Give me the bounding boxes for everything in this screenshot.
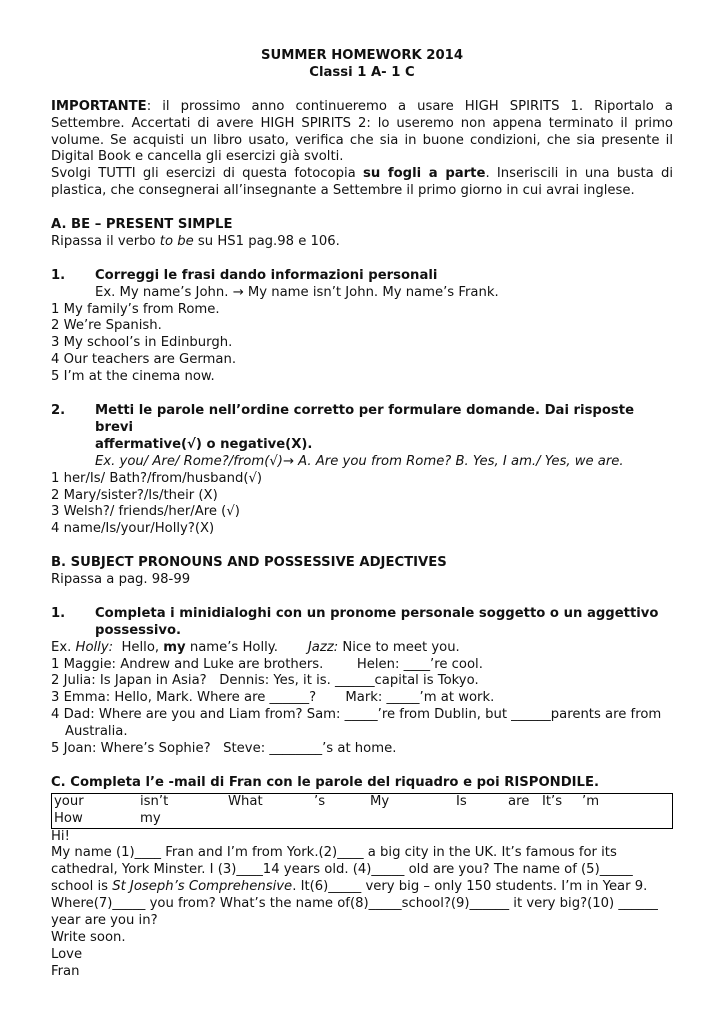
list-item: 4 Dad: Where are you and Liam from? Sam: _____’re from Dublin, but ______parents are from Australia. (51, 707, 662, 740)
email-signature: Fran (51, 963, 80, 979)
word-box-item: ’m (582, 793, 600, 809)
section-c-heading: C. Completa l’e -mail di Fran con le parole del riquadro e poi RISPONDILE. (51, 774, 599, 790)
list-item: 2 We’re Spanish. (51, 318, 162, 334)
list-item: 4 Our teachers are German. (51, 352, 237, 368)
dialogue-answer: my (163, 639, 186, 655)
page-title: SUMMER HOMEWORK 2014 (260, 48, 463, 63)
dialogue-text: name’s Holly. (185, 639, 278, 655)
word-box-item: your (54, 793, 84, 809)
section-b-review: Ripassa a pag. 98-99 (51, 572, 191, 588)
word-box-item: What (228, 793, 263, 809)
word-box-item: isn’t (140, 793, 169, 809)
word-box-item: It’s (542, 793, 563, 809)
exercise-title: Metti le parole nell’ordine corretto per formulare domande. Dai risposte brevi (95, 402, 635, 435)
word-box-item: my (140, 810, 161, 826)
list-item: 1 My family’s from Rome. (51, 301, 220, 317)
list-item: 1 Maggie: Andrew and Luke are brothers. Helen: ____’re cool. (51, 656, 483, 672)
exercise-title: Correggi le frasi dando informazioni personali (95, 267, 438, 283)
important-label: IMPORTANTE (51, 98, 147, 114)
dialogue-example (51, 640, 673, 657)
exercise-a2-heading (51, 403, 673, 437)
exercise-a2-example: Ex. you/ Are/ Rome?/from(√)→ A. Are you from Rome? B. Yes, I am./ Yes, we are. (95, 453, 624, 469)
list-item: 4 name/Is/your/Holly?(X) (51, 521, 215, 537)
important-text: : il prossimo anno continueremo a usare HIGH SPIRITS 1. Riportalo a Settembre. Accertati di avere HIGH SPIRITS 2: lo useremo non appena terminato il primo volume. Se acquisti un libro usato, verifica che sia in buone condizioni, che sia presente il Digital Book e cancella gli esercizi già svolti. (51, 98, 673, 165)
list-item: 3 Welsh?/ friends/her/Are (√) (51, 504, 240, 520)
review-text-b: su HS1 pag.98 e 106. (193, 233, 340, 249)
list-item: 5 I’m at the cinema now. (51, 369, 215, 385)
list-item: 5 Joan: Where’s Sophie? Steve: ________’s at home. (51, 741, 397, 757)
word-box (51, 793, 673, 829)
instructions-text-b: . Inseriscili in una busta di plastica, che consegnerai all’insegnante a Settembre il primo giorno in cui avrai inglese. (51, 166, 674, 199)
email-text-b: . It(6)_____ very big – only 150 students. I’m in Year 9. Where(7)_____ you from? What’s the name of(8)_____school?(9)______ it very big?(10) ______ year are you in? (51, 879, 658, 929)
list-item: 2 Julia: Is Japan in Asia? Dennis: Yes, it is. ______capital is Tokyo. (51, 673, 479, 689)
exercise-number: 1. (51, 605, 66, 621)
instructions-text-a: Svolgi TUTTI gli esercizi di questa fotocopia (51, 166, 363, 182)
class-subtitle: Classi 1 A- 1 C (309, 64, 415, 80)
dialogue-text: Hello, (113, 639, 164, 655)
exercise-title-line2: affermative(√) o negative(X). (95, 436, 313, 452)
section-a-heading: A. BE – PRESENT SIMPLE (51, 217, 233, 233)
exercise-title-line2: possessivo. (95, 622, 182, 638)
school-name: St Joseph’s Comprehensive (112, 879, 293, 895)
email-body (51, 845, 673, 930)
list-item: 3 Emma: Hello, Mark. Where are ______? Mark: _____’m at work. (51, 690, 495, 706)
email-text-a: My name (1)____ Fran and I’m from York.(2)____ a big city in the UK. It’s famous for its cathedral, York Minster. I (3)____14 years old. (4)_____ old are you? The name of (5)_____ school is (51, 845, 633, 895)
list-item: 2 Mary/sister?/Is/their (X) (51, 487, 218, 503)
word-box-item: ’s (314, 793, 326, 809)
email-closing: Love (51, 946, 83, 962)
list-item: 1 her/Is/ Bath?/from/husband(√) (51, 470, 263, 486)
word-box-item: How (54, 810, 83, 826)
review-italic: to be (159, 233, 194, 249)
worksheet (51, 48, 673, 981)
exercise-number: 2. (51, 402, 66, 418)
exercise-title: Completa i minidialoghi con un pronome personale soggetto o un aggettivo (95, 605, 659, 621)
word-box-item: Is (456, 793, 467, 809)
word-box-item: My (370, 793, 390, 809)
exercise-a1-heading (51, 268, 673, 285)
list-item: 3 My school’s in Edinburgh. (51, 335, 233, 351)
email-closing: Write soon. (51, 930, 126, 946)
exercise-b1-heading (51, 606, 673, 623)
section-a-review (51, 234, 673, 251)
word-box-item: are (508, 793, 530, 809)
instructions-bold: su fogli a parte (362, 166, 486, 182)
speaker-name: Jazz: (307, 639, 339, 655)
dialogue-text: Nice to meet you. (338, 639, 460, 655)
speaker-name: Holly: (75, 639, 114, 655)
exercise-number: 1. (51, 267, 66, 283)
exercise-a1-example: Ex. My name’s John. → My name isn’t John. My name’s Frank. (95, 284, 499, 300)
review-text-a: Ripassa il verbo (51, 233, 160, 249)
email-greeting: Hi! (51, 828, 70, 844)
instructions (51, 166, 673, 200)
example-prefix: Ex. (51, 639, 76, 655)
section-b-heading: B. SUBJECT PRONOUNS AND POSSESSIVE ADJECTIVES (51, 555, 447, 571)
important-note (51, 99, 673, 167)
